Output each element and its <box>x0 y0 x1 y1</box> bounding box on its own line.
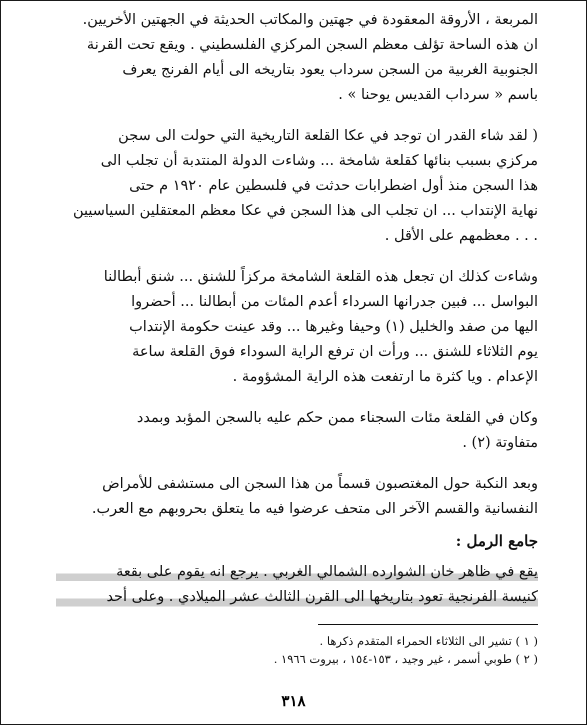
text-line: وبعد النكبة حول المغتصبون قسماً من هذا السجن الى مستشفى للأمراض <box>102 476 538 492</box>
footnote-1: ( ١ ) تشير الى الثلاثاء الحمراء المتقدم ذكرها . <box>319 634 538 648</box>
text-line: النفسانية والقسم الآخر الى متحف عرضوا فيه ما يتعلق بحروبهم مع العرب. <box>91 501 538 517</box>
paragraph-gap <box>56 249 538 265</box>
paragraph-gap <box>56 108 538 124</box>
section-heading: جامع الرمل : <box>455 532 538 550</box>
text-line: هذا السجن منذ أول اضطرابات حدثت في فلسطين عام ١٩٢٠ م حتى <box>129 178 538 194</box>
book-page <box>56 8 538 668</box>
text-line: كنيسة الفرنجية تعود بتاريخها الى القرن الثالث عشر الميلادي . وعلى أحد <box>56 585 538 610</box>
body-text <box>56 8 538 522</box>
text-line: ان هذه الساحة تؤلف معظم السجن المركزي الفلسطيني . ويقع تحت القرنة <box>86 37 538 53</box>
paragraph-gap <box>56 456 538 472</box>
text-line: يوم الثلاثاء للشنق ... ورأت ان ترفع الراية السوداء فوق القلعة ساعة <box>132 344 538 360</box>
text-line: متفاوتة (٢) . <box>462 435 538 451</box>
paragraph <box>56 472 538 522</box>
paragraph-gap <box>56 390 538 406</box>
paragraph <box>56 124 538 249</box>
text-line: يقع في ظاهر خان الشوارده الشمالي الغربي . يرجع انه يقوم على بقعة <box>56 560 538 585</box>
footnote-2: ( ٢ ) طوبي أسمر ، غير وجيد ، ١٥٣-١٥٤ ، بيروت ١٩٦٦ . <box>273 652 538 666</box>
paragraph <box>56 406 538 456</box>
text-line: الإعدام . ويا كثرة ما ارتفعت هذه الراية المشؤومة . <box>232 369 538 385</box>
paragraph <box>56 8 538 108</box>
text-line: باسم « سرداب القديس يوحنا » . <box>338 87 538 103</box>
text-line: وشاءت كذلك ان تجعل هذه القلعة الشامخة مركزاً للشنق ... شنق أبطالنا <box>103 269 538 285</box>
text-line: اليها من صفد والخليل (١) وحيفا وغيرها ... وقد عينت حكومة الإنتداب <box>129 319 538 335</box>
text-line: وكان في القلعة مئات السجناء ممن حكم عليه بالسجن المؤبد وبمدد <box>136 410 538 426</box>
text-line: . . . معظمهم على الأقل . <box>384 228 538 244</box>
text-line: مركزي بسبب بنائها كقلعة شامخة ... وشاءت الدولة المنتدبة أن تجلب الى <box>100 153 538 169</box>
footnote-separator-area <box>56 610 538 632</box>
text-line: ( لقد شاء القدر ان توجد في عكا القلعة التاريخية التي حولت الى سجن <box>118 128 538 144</box>
text-line: نهاية الإنتداب ... ان تجلب الى هذا السجن في عكا معظم المعتقلين السياسيين <box>72 203 538 219</box>
text-line: المربعة ، الأروقة المعقودة في جهتين والمكاتب الحديثة في الجهتين الأخريين. <box>82 12 538 28</box>
paragraph <box>56 265 538 390</box>
text-line: البواسل ... فبين جدرانها السرداء أعدم المئات من أبطالنا ... أحضروا <box>131 294 538 310</box>
page-number: ٣١٨ <box>281 692 306 710</box>
footnote-rule <box>318 624 538 625</box>
text-line: الجنوبية الغربية من السجن سرداب يعود بتاريخه الى أيام الفرنج يعرف <box>122 62 538 78</box>
section-paragraph <box>56 560 538 610</box>
